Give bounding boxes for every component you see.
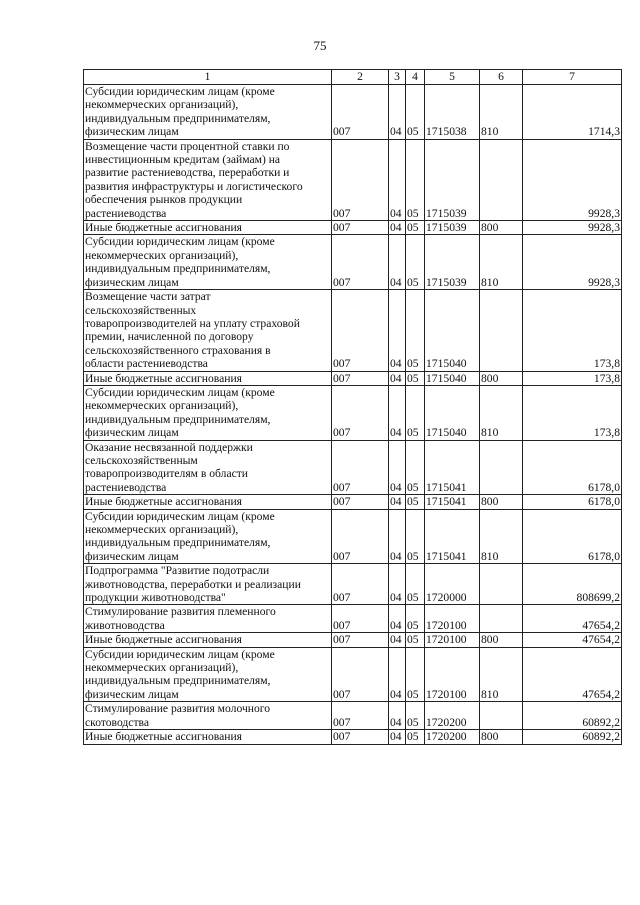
subsection-cell: 05	[406, 85, 425, 140]
code-cell: 007	[332, 564, 389, 605]
code-cell: 007	[332, 371, 389, 385]
subsection-cell: 05	[406, 633, 425, 647]
section-cell: 04	[389, 235, 406, 290]
section-cell: 04	[389, 139, 406, 220]
amount-cell: 808699,2	[523, 564, 622, 605]
code-cell: 007	[332, 605, 389, 633]
section-cell: 04	[389, 85, 406, 140]
expense-type-cell: 810	[480, 235, 523, 290]
code-cell: 007	[332, 633, 389, 647]
table-row	[84, 139, 622, 220]
target-article-cell: 1715041	[425, 440, 480, 495]
table-row	[84, 647, 622, 702]
section-cell: 04	[389, 647, 406, 702]
item-name-cell: Стимулирование развития племенного животноводства	[84, 605, 332, 633]
amount-cell: 6178,0	[523, 440, 622, 495]
header-cell: 3	[389, 70, 406, 85]
expense-type-cell: 800	[480, 221, 523, 235]
table-row	[84, 221, 622, 235]
table-row	[84, 605, 622, 633]
subsection-cell: 05	[406, 605, 425, 633]
table-row	[84, 495, 622, 509]
header-cell: 7	[523, 70, 622, 85]
target-article-cell: 1715039	[425, 235, 480, 290]
target-article-cell: 1720200	[425, 702, 480, 730]
item-name-cell: Возмещение части процентной ставки по инвестиционным кредитам (займам) на развитие растениеводства, переработки и развития инфраструктуры и логистического обеспечения рынков продукции растениеводства	[84, 139, 332, 220]
amount-cell: 6178,0	[523, 495, 622, 509]
expense-type-cell: 810	[480, 385, 523, 440]
amount-cell: 60892,2	[523, 702, 622, 730]
code-cell: 007	[332, 495, 389, 509]
amount-cell: 173,8	[523, 371, 622, 385]
item-name-cell: Оказание несвязанной поддержки сельскохозяйственным товаропроизводителям в области растениеводства	[84, 440, 332, 495]
code-cell: 007	[332, 440, 389, 495]
target-article-cell: 1720100	[425, 633, 480, 647]
subsection-cell: 05	[406, 221, 425, 235]
amount-cell: 9928,3	[523, 139, 622, 220]
table-row	[84, 702, 622, 730]
section-cell: 04	[389, 221, 406, 235]
header-cell: 1	[84, 70, 332, 85]
amount-cell: 47654,2	[523, 633, 622, 647]
target-article-cell: 1720100	[425, 605, 480, 633]
amount-cell: 1714,3	[523, 85, 622, 140]
subsection-cell: 05	[406, 235, 425, 290]
expense-type-cell: 810	[480, 509, 523, 564]
code-cell: 007	[332, 290, 389, 371]
expense-type-cell: 800	[480, 633, 523, 647]
target-article-cell: 1715040	[425, 385, 480, 440]
section-cell: 04	[389, 385, 406, 440]
item-name-cell: Субсидии юридическим лицам (кроме некоммерческих организаций), индивидуальным предпринимателям, физическим лицам	[84, 85, 332, 140]
target-article-cell: 1715041	[425, 509, 480, 564]
item-name-cell: Иные бюджетные ассигнования	[84, 730, 332, 744]
expense-type-cell	[480, 139, 523, 220]
subsection-cell: 05	[406, 564, 425, 605]
target-article-cell: 1715040	[425, 371, 480, 385]
budget-table	[83, 69, 622, 745]
subsection-cell: 05	[406, 702, 425, 730]
table-row	[84, 633, 622, 647]
expense-type-cell	[480, 564, 523, 605]
target-article-cell: 1715039	[425, 139, 480, 220]
item-name-cell: Субсидии юридическим лицам (кроме некоммерческих организаций), индивидуальным предпринимателям, физическим лицам	[84, 509, 332, 564]
table-row	[84, 385, 622, 440]
subsection-cell: 05	[406, 290, 425, 371]
expense-type-cell	[480, 702, 523, 730]
code-cell: 007	[332, 730, 389, 744]
item-name-cell: Возмещение части затрат сельскохозяйственных товаропроизводителей на уплату страховой премии, начисленной по договору сельскохозяйственного страхования в области растениеводства	[84, 290, 332, 371]
item-name-cell: Субсидии юридическим лицам (кроме некоммерческих организаций), индивидуальным предпринимателям, физическим лицам	[84, 235, 332, 290]
expense-type-cell	[480, 605, 523, 633]
code-cell: 007	[332, 385, 389, 440]
amount-cell: 47654,2	[523, 647, 622, 702]
section-cell: 04	[389, 564, 406, 605]
target-article-cell: 1720100	[425, 647, 480, 702]
target-article-cell: 1720000	[425, 564, 480, 605]
section-cell: 04	[389, 495, 406, 509]
item-name-cell: Подпрограмма "Развитие подотрасли животноводства, переработки и реализации продукции животноводства"	[84, 564, 332, 605]
target-article-cell: 1715040	[425, 290, 480, 371]
item-name-cell: Субсидии юридическим лицам (кроме некоммерческих организаций), индивидуальным предпринимателям, физическим лицам	[84, 385, 332, 440]
header-cell: 2	[332, 70, 389, 85]
table-header-row	[84, 70, 622, 85]
code-cell: 007	[332, 647, 389, 702]
table-row	[84, 290, 622, 371]
code-cell: 007	[332, 139, 389, 220]
header-cell: 4	[406, 70, 425, 85]
code-cell: 007	[332, 85, 389, 140]
amount-cell: 47654,2	[523, 605, 622, 633]
amount-cell: 173,8	[523, 385, 622, 440]
amount-cell: 173,8	[523, 290, 622, 371]
code-cell: 007	[332, 509, 389, 564]
target-article-cell: 1715039	[425, 221, 480, 235]
page-number: 75	[313, 38, 327, 53]
section-cell: 04	[389, 702, 406, 730]
item-name-cell: Иные бюджетные ассигнования	[84, 633, 332, 647]
item-name-cell: Стимулирование развития молочного скотоводства	[84, 702, 332, 730]
section-cell: 04	[389, 440, 406, 495]
subsection-cell: 05	[406, 371, 425, 385]
subsection-cell: 05	[406, 385, 425, 440]
header-cell: 5	[425, 70, 480, 85]
expense-type-cell	[480, 290, 523, 371]
header-cell: 6	[480, 70, 523, 85]
subsection-cell: 05	[406, 509, 425, 564]
amount-cell: 9928,3	[523, 235, 622, 290]
item-name-cell: Иные бюджетные ассигнования	[84, 371, 332, 385]
expense-type-cell: 800	[480, 730, 523, 744]
item-name-cell: Иные бюджетные ассигнования	[84, 495, 332, 509]
subsection-cell: 05	[406, 139, 425, 220]
section-cell: 04	[389, 633, 406, 647]
code-cell: 007	[332, 235, 389, 290]
section-cell: 04	[389, 371, 406, 385]
item-name-cell: Иные бюджетные ассигнования	[84, 221, 332, 235]
target-article-cell: 1720200	[425, 730, 480, 744]
amount-cell: 60892,2	[523, 730, 622, 744]
subsection-cell: 05	[406, 440, 425, 495]
section-cell: 04	[389, 605, 406, 633]
amount-cell: 6178,0	[523, 509, 622, 564]
target-article-cell: 1715038	[425, 85, 480, 140]
table-row	[84, 235, 622, 290]
table-row	[84, 564, 622, 605]
section-cell: 04	[389, 730, 406, 744]
code-cell: 007	[332, 221, 389, 235]
code-cell: 007	[332, 702, 389, 730]
table-row	[84, 371, 622, 385]
amount-cell: 9928,3	[523, 221, 622, 235]
expense-type-cell: 800	[480, 495, 523, 509]
expense-type-cell: 800	[480, 371, 523, 385]
section-cell: 04	[389, 290, 406, 371]
table-row	[84, 509, 622, 564]
expense-type-cell: 810	[480, 85, 523, 140]
item-name-cell: Субсидии юридическим лицам (кроме некоммерческих организаций), индивидуальным предпринимателям, физическим лицам	[84, 647, 332, 702]
expense-type-cell	[480, 440, 523, 495]
subsection-cell: 05	[406, 495, 425, 509]
target-article-cell: 1715041	[425, 495, 480, 509]
subsection-cell: 05	[406, 647, 425, 702]
subsection-cell: 05	[406, 730, 425, 744]
expense-type-cell: 810	[480, 647, 523, 702]
table-row	[84, 730, 622, 744]
section-cell: 04	[389, 509, 406, 564]
table-row	[84, 85, 622, 140]
table-row	[84, 440, 622, 495]
